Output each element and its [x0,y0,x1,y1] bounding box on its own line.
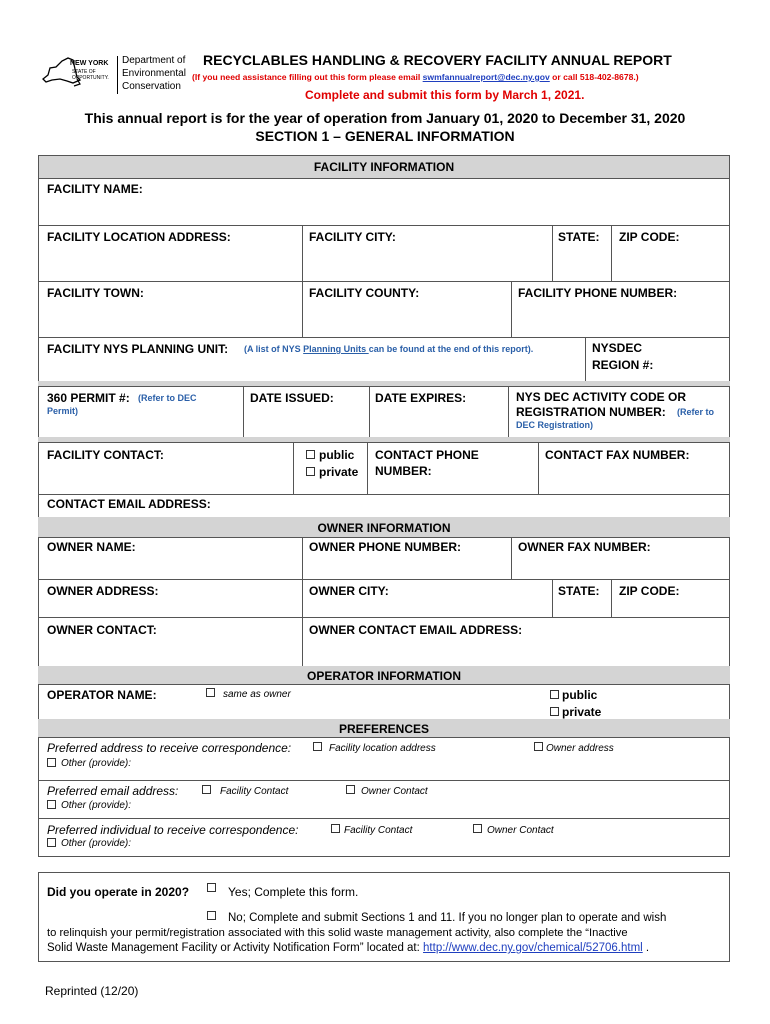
date-expires-label: DATE EXPIRES: [375,391,467,405]
activity-note-1: (Refer to [677,407,715,417]
operate-no-line3-prefix: Solid Waste Management Facility or Activity Notification Form” located at: [47,942,424,954]
contact-private-label: private [319,465,359,479]
logo-state: NEW YORK [70,60,109,67]
operate-yes-checkbox[interactable] [207,883,216,892]
contact-public-checkbox[interactable] [306,450,315,459]
email-other-checkbox[interactable] [47,800,56,809]
operator-public-label: public [562,688,598,702]
preferred-address-question: Preferred address to receive correspondence: [47,741,292,755]
email-owner-checkbox[interactable] [346,785,355,794]
activity-code-label-1: NYS DEC ACTIVITY CODE OR [516,390,687,404]
facility-location-address-label: FACILITY LOCATION ADDRESS: [47,230,231,244]
operate-no-line3 [47,942,649,954]
operator-private-checkbox[interactable] [550,707,559,716]
operator-name-label: OPERATOR NAME: [47,688,157,702]
assistance-note [192,72,639,82]
preferences-heading: PREFERENCES [338,722,430,736]
address-owner-checkbox[interactable] [534,742,543,751]
operate-no-line2: to relinquish your permit/registration associated with this solid waste management activity, also complete the “Inactive [47,927,628,939]
address-facility-checkbox[interactable] [313,742,322,751]
operator-heading: OPERATOR INFORMATION [307,669,461,683]
operate-no-checkbox[interactable] [207,911,216,920]
section-title: SECTION 1 – GENERAL INFORMATION [255,128,515,144]
logo-dept-line3: Conservation [122,81,181,92]
nys-dec-logo [40,52,190,96]
permit-note-1: (Refer to DEC [138,393,197,403]
individual-owner-label: Owner Contact [487,825,554,836]
nysdec-region-label-1: NYSDEC [592,341,643,355]
owner-contact-email-label: OWNER CONTACT EMAIL ADDRESS: [309,623,523,637]
facility-heading: FACILITY INFORMATION [313,160,455,174]
contact-private-checkbox[interactable] [306,467,315,476]
activity-code-label-2: REGISTRATION NUMBER: [516,405,666,419]
preferred-email-question: Preferred email address: [47,784,179,798]
owner-city-label: OWNER CITY: [309,584,389,598]
logo-state-sub1: STATE OF [72,69,96,75]
planning-note-suffix: can be found at the end of this report). [368,344,534,354]
same-as-owner-checkbox[interactable] [206,688,215,697]
same-as-owner-label: same as owner [223,689,291,700]
planning-unit-note [244,344,533,354]
assistance-prefix: (If you need assistance filling out this form please email [192,72,423,82]
logo-dept-line2: Environmental [122,68,186,79]
operator-private-label: private [562,705,602,719]
activity-note-2: DEC Registration) [516,420,594,430]
inactive-form-link[interactable]: http://www.dec.ny.gov/chemical/52706.html [423,942,643,954]
owner-state-label: STATE: [558,584,600,598]
assistance-suffix: or call 518-402-8678.) [549,72,639,82]
owner-address-label: OWNER ADDRESS: [47,584,159,598]
address-other-label: Other (provide): [61,758,132,769]
email-other-label: Other (provide): [61,800,132,811]
contact-fax-label: CONTACT FAX NUMBER: [545,448,690,462]
operate-no-line3-suffix: . [642,942,650,954]
email-facility-checkbox[interactable] [202,785,211,794]
address-owner-label: Owner address [546,743,614,754]
facility-name-field[interactable] [210,180,725,224]
facility-zip-label: ZIP CODE: [619,230,680,244]
individual-facility-label: Facility Contact [344,825,413,836]
reprinted-note: Reprinted (12/20) [45,984,139,998]
permit-note-2: Permit) [47,406,79,416]
owner-name-label: OWNER NAME: [47,540,136,554]
facility-county-label: FACILITY COUNTY: [309,286,420,300]
owner-heading: OWNER INFORMATION [317,521,451,535]
individual-owner-checkbox[interactable] [473,824,482,833]
report-period: This annual report is for the year of operation from January 01, 2020 to December 31, 2020 [84,110,686,126]
deadline-notice: Complete and submit this form by March 1, 2021. [305,88,585,102]
facility-city-label: FACILITY CITY: [309,230,396,244]
individual-other-checkbox[interactable] [47,838,56,847]
planning-note-prefix: (A list of NYS [244,344,304,354]
contact-public-label: public [319,448,355,462]
facility-contact-label: FACILITY CONTACT: [47,448,164,462]
address-facility-label: Facility location address [329,743,436,754]
planning-units-link[interactable]: Planning Units [303,344,369,354]
owner-fax-label: OWNER FAX NUMBER: [518,540,651,554]
owner-zip-label: ZIP CODE: [619,584,680,598]
logo-dept-line1: Department of [122,55,186,66]
email-owner-label: Owner Contact [361,786,428,797]
nysdec-region-label-2: REGION #: [592,358,654,372]
address-other-checkbox[interactable] [47,758,56,767]
contact-phone-label-2: NUMBER: [375,464,432,478]
operate-question: Did you operate in 2020? [47,885,190,899]
facility-state-label: STATE: [558,230,600,244]
permit-number-label: 360 PERMIT #: [47,391,130,405]
owner-block [38,537,730,667]
facility-name-label: FACILITY NAME: [47,182,143,196]
logo-state-sub2: OPPORTUNITY. [72,75,109,81]
operate-no-line1: No; Complete and submit Sections 1 and 11. If you no longer plan to operate and wish [228,912,667,924]
individual-other-label: Other (provide): [61,838,132,849]
form-title: RECYCLABLES HANDLING & RECOVERY FACILITY ANNUAL REPORT [203,52,672,68]
logo-divider [117,56,118,94]
facility-phone-label: FACILITY PHONE NUMBER: [518,286,678,300]
owner-phone-label: OWNER PHONE NUMBER: [309,540,461,554]
preferred-individual-question: Preferred individual to receive correspondence: [47,823,299,837]
operator-public-checkbox[interactable] [550,690,559,699]
contact-email-label: CONTACT EMAIL ADDRESS: [47,497,211,511]
facility-town-label: FACILITY TOWN: [47,286,144,300]
email-facility-label: Facility Contact [220,786,289,797]
operate-yes-label: Yes; Complete this form. [228,885,359,899]
owner-contact-label: OWNER CONTACT: [47,623,157,637]
facility-planning-unit-label: FACILITY NYS PLANNING UNIT: [47,342,229,356]
assistance-email-link[interactable]: swmfannualreport@dec.ny.gov [422,72,550,82]
date-issued-label: DATE ISSUED: [250,391,334,405]
individual-facility-checkbox[interactable] [331,824,340,833]
contact-phone-label-1: CONTACT PHONE [375,448,479,462]
